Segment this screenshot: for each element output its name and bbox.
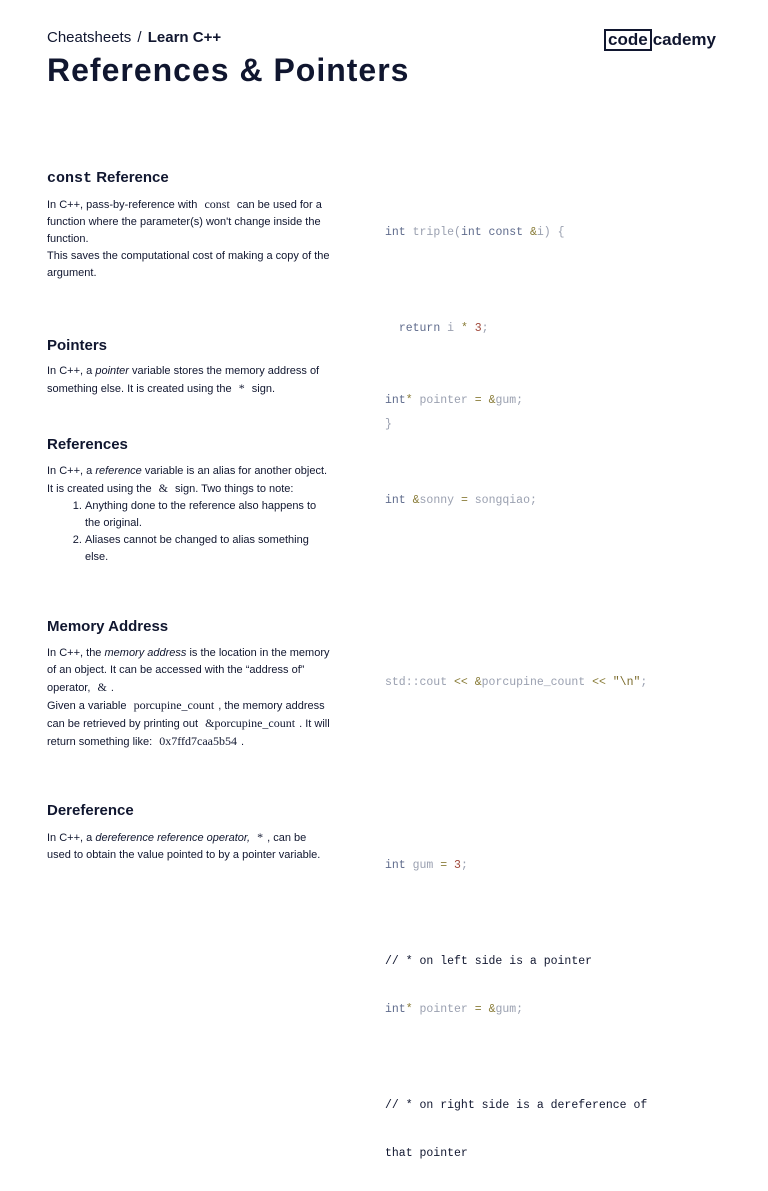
code-comment: // * on left side is a pointer <box>385 955 593 968</box>
text: . <box>110 682 114 694</box>
code-token: triple( <box>405 226 461 239</box>
code-block <box>385 646 647 720</box>
breadcrumb <box>47 29 221 46</box>
code-token: return <box>398 322 441 335</box>
code-line <box>385 903 647 925</box>
code-block <box>385 829 647 1191</box>
code-token: * <box>460 322 468 335</box>
code-token: = <box>474 394 482 407</box>
code-token <box>482 1003 489 1016</box>
text: . It will return something like: <box>47 718 330 748</box>
section-heading: Pointers <box>47 337 108 354</box>
section-description <box>47 196 332 282</box>
code-line <box>385 490 537 512</box>
text: In C++, a <box>47 832 93 844</box>
code-token <box>468 676 475 689</box>
inline-code: & <box>97 680 107 694</box>
text: In C++, the <box>47 647 102 659</box>
code-token <box>406 494 413 507</box>
code-token: int <box>385 494 406 507</box>
code-block <box>385 364 523 438</box>
text: is the location in the memory of an object. It can be accessed with the “address of” operator, <box>47 647 330 694</box>
paragraph <box>47 829 332 864</box>
code-token: porcupine_count <box>481 676 593 689</box>
text: variable is an alias for another object. It is created using the <box>47 465 328 495</box>
list-item: 1. Anything done to the reference also happens to the original. <box>85 498 332 532</box>
paragraph <box>47 697 332 751</box>
code-token: "\n" <box>605 676 641 689</box>
code-line <box>385 672 647 694</box>
code-token: } <box>385 418 392 431</box>
section-heading <box>47 169 169 187</box>
text: sign. <box>251 383 276 395</box>
code-token: gum; <box>495 394 524 407</box>
code-token: i) { <box>536 226 565 239</box>
code-block <box>385 464 537 538</box>
text: Given a variable <box>47 700 127 712</box>
inline-code: porcupine_count <box>133 698 215 712</box>
code-token: int <box>385 859 406 872</box>
inline-code: * <box>257 830 264 844</box>
code-token: = <box>440 859 448 872</box>
emphasis: reference <box>95 465 142 477</box>
code-token: const <box>481 226 530 239</box>
inline-code: 0x7ffd7caa5b54 <box>159 734 237 748</box>
text: In C++, a <box>47 465 93 477</box>
code-comment: // * on right side is a dereference of <box>385 1099 648 1112</box>
section-heading: Memory Address <box>47 618 169 635</box>
inline-code: * <box>238 381 245 395</box>
code-token: << <box>454 676 468 689</box>
text: In C++, a <box>47 365 93 377</box>
code-token: int <box>385 394 406 407</box>
emphasis: dereference reference operator, <box>95 832 251 844</box>
code-token <box>482 394 489 407</box>
inline-code: const <box>204 197 230 211</box>
code-token: sonny <box>419 494 461 507</box>
code-token: 3 <box>467 322 482 335</box>
code-token: int <box>385 1003 406 1016</box>
list-item: 2. Aliases cannot be changed to alias something else. <box>85 532 332 566</box>
note-list <box>47 498 332 566</box>
code-token: & <box>488 394 496 407</box>
code-token: pointer <box>412 394 475 407</box>
paragraph: This saves the computational cost of making a copy of the argument. <box>47 250 330 279</box>
logo-box-text: code <box>604 29 652 51</box>
logo-rest-text: cademy <box>652 30 717 49</box>
paragraph <box>47 645 332 697</box>
code-token: ; <box>481 322 489 335</box>
code-token <box>447 859 454 872</box>
code-token: * <box>405 394 413 407</box>
code-line <box>385 318 564 340</box>
section-description <box>47 829 332 864</box>
code-token: gum <box>405 859 441 872</box>
code-token: songqiao; <box>467 494 537 507</box>
inline-code: & <box>158 481 168 495</box>
code-line <box>385 270 564 292</box>
inline-code: &porcupine_count <box>205 716 296 730</box>
code-token: & <box>488 1003 496 1016</box>
code-token: std::cout <box>385 676 455 689</box>
page-title: References & Pointers <box>47 52 410 88</box>
text: can be used for a function where the parameter(s) won't change inside the function. <box>47 199 322 245</box>
code-comment: that pointer <box>385 1147 468 1160</box>
text: variable stores the memory address of something else. It is created using the <box>47 365 320 395</box>
code-token: & <box>474 676 482 689</box>
code-token: & <box>529 226 537 239</box>
code-token: int <box>385 226 406 239</box>
section-heading: Dereference <box>47 802 134 819</box>
section-description <box>47 363 332 398</box>
section-heading: References <box>47 436 128 453</box>
paragraph <box>47 196 332 248</box>
code-token: int <box>460 226 482 239</box>
code-token: 3 <box>454 859 461 872</box>
emphasis: pointer <box>95 365 129 377</box>
code-token: = <box>460 494 468 507</box>
code-token: gum; <box>495 1003 524 1016</box>
code-line <box>385 222 564 244</box>
code-token: pointer <box>412 1003 475 1016</box>
text: , can be used to obtain the value pointed to by a pointer variable. <box>47 832 321 861</box>
code-token: = <box>474 1003 482 1016</box>
code-token: * <box>405 1003 413 1016</box>
breadcrumb-separator: / <box>137 29 142 46</box>
codecademy-logo[interactable] <box>604 29 716 51</box>
paragraph <box>47 463 332 498</box>
code-token: ; <box>460 859 468 872</box>
text: . <box>241 736 245 748</box>
code-line <box>385 1047 647 1069</box>
section-description <box>47 463 332 566</box>
code-line <box>385 999 647 1021</box>
section-description <box>47 645 332 751</box>
breadcrumb-current[interactable]: Learn C++ <box>147 29 222 46</box>
code-line <box>385 390 523 412</box>
breadcrumb-root-link[interactable]: Cheatsheets <box>47 29 132 46</box>
text: , the memory address can be retrieved by printing out <box>47 700 325 730</box>
text: In C++, pass-by-reference with <box>47 199 198 211</box>
heading-text: Reference <box>96 169 169 186</box>
text: sign. Two things to note: <box>175 483 294 495</box>
code-token: & <box>412 494 420 507</box>
code-line <box>385 855 647 877</box>
heading-code: const <box>47 170 93 187</box>
code-token: << <box>592 676 606 689</box>
code-token: ; <box>640 676 648 689</box>
paragraph <box>47 363 332 398</box>
code-token: i <box>440 322 461 335</box>
emphasis: memory address <box>104 647 187 659</box>
